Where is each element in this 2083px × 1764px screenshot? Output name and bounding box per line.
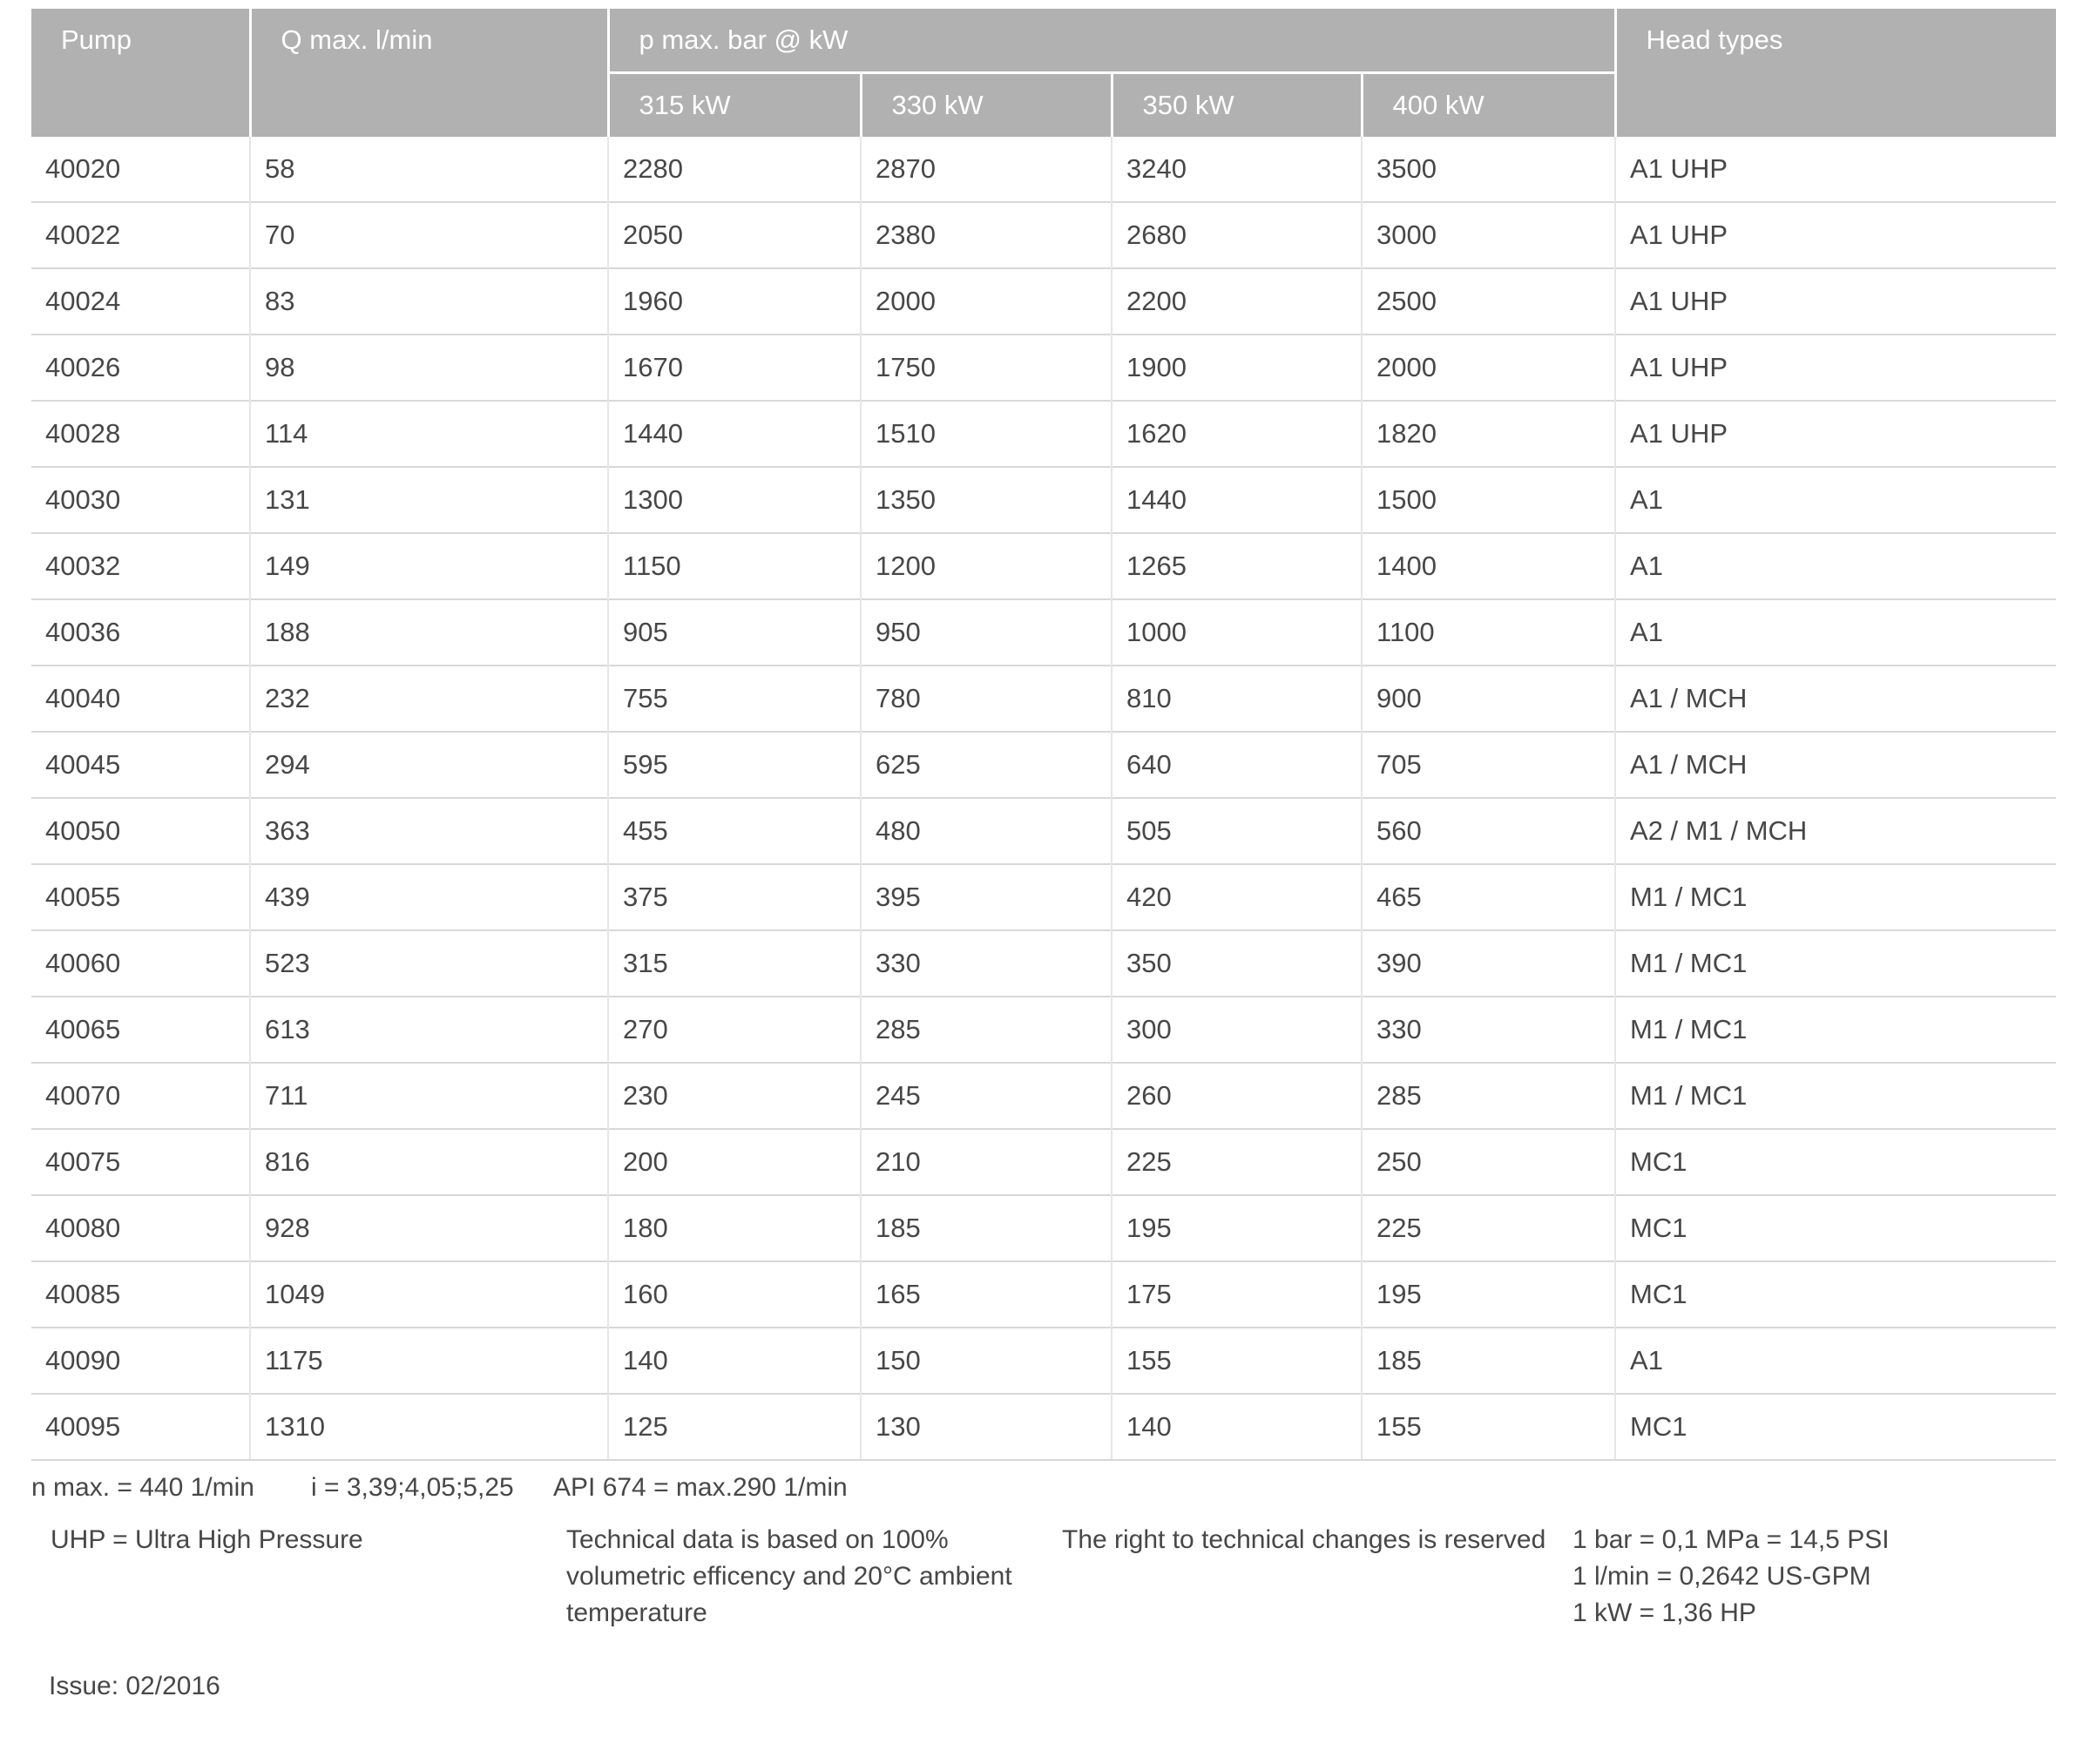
cell-head-types: A2 / M1 / MCH bbox=[1615, 798, 2056, 864]
cell-q-max: 131 bbox=[250, 467, 608, 533]
cell-head-types: MC1 bbox=[1615, 1129, 2056, 1195]
column-header-q-max: Q max. l/min bbox=[250, 9, 608, 137]
cell-330kw: 1510 bbox=[861, 401, 1112, 467]
cell-head-types: A1 UHP bbox=[1615, 335, 2056, 401]
cell-head-types: A1 UHP bbox=[1615, 202, 2056, 268]
cell-330kw: 130 bbox=[861, 1394, 1112, 1460]
cell-315kw: 1300 bbox=[608, 467, 861, 533]
footnote-rights: The right to technical changes is reserved bbox=[1062, 1525, 1546, 1554]
table-row bbox=[31, 930, 2056, 997]
cell-400kw: 1500 bbox=[1362, 467, 1615, 533]
cell-q-max: 294 bbox=[250, 732, 608, 798]
cell-315kw: 455 bbox=[608, 798, 861, 864]
cell-315kw: 595 bbox=[608, 732, 861, 798]
table-row bbox=[31, 599, 2056, 666]
cell-330kw: 950 bbox=[861, 599, 1112, 666]
cell-330kw: 330 bbox=[861, 930, 1112, 997]
cell-400kw: 705 bbox=[1362, 732, 1615, 798]
cell-q-max: 1049 bbox=[250, 1261, 608, 1328]
column-header-330kw: 330 kW bbox=[861, 73, 1112, 138]
cell-q-max: 232 bbox=[250, 666, 608, 732]
cell-q-max: 98 bbox=[250, 335, 608, 401]
cell-400kw: 2500 bbox=[1362, 268, 1615, 335]
cell-330kw: 1750 bbox=[861, 335, 1112, 401]
cell-315kw: 1440 bbox=[608, 401, 861, 467]
conversion-bar-psi: 1 bar = 0,1 MPa = 14,5 PSI bbox=[1572, 1525, 1890, 1554]
cell-400kw: 185 bbox=[1362, 1328, 1615, 1394]
cell-400kw: 250 bbox=[1362, 1129, 1615, 1195]
cell-pump: 40045 bbox=[31, 732, 250, 798]
cell-400kw: 3500 bbox=[1362, 137, 1615, 202]
table-row bbox=[31, 137, 2056, 202]
cell-350kw: 2200 bbox=[1112, 268, 1362, 335]
footnote-technical bbox=[566, 1522, 1012, 1632]
cell-pump: 40022 bbox=[31, 202, 250, 268]
cell-pump: 40050 bbox=[31, 798, 250, 864]
cell-head-types: MC1 bbox=[1615, 1261, 2056, 1328]
cell-330kw: 245 bbox=[861, 1063, 1112, 1129]
cell-pump: 40075 bbox=[31, 1129, 250, 1195]
cell-350kw: 640 bbox=[1112, 732, 1362, 798]
table-row bbox=[31, 1261, 2056, 1328]
cell-pump: 40026 bbox=[31, 335, 250, 401]
cell-315kw: 125 bbox=[608, 1394, 861, 1460]
cell-q-max: 1175 bbox=[250, 1328, 608, 1394]
table-row bbox=[31, 1195, 2056, 1261]
cell-q-max: 58 bbox=[250, 137, 608, 202]
cell-315kw: 1960 bbox=[608, 268, 861, 335]
cell-head-types: M1 / MC1 bbox=[1615, 864, 2056, 930]
cell-head-types: A1 bbox=[1615, 1328, 2056, 1394]
table-row bbox=[31, 467, 2056, 533]
conversion-lmin-gpm: 1 l/min = 0,2642 US-GPM bbox=[1572, 1562, 1871, 1591]
cell-350kw: 140 bbox=[1112, 1394, 1362, 1460]
cell-400kw: 3000 bbox=[1362, 202, 1615, 268]
cell-330kw: 1350 bbox=[861, 467, 1112, 533]
column-header-head-types: Head types bbox=[1615, 9, 2056, 137]
header-row-groups bbox=[31, 9, 2056, 73]
cell-330kw: 1200 bbox=[861, 533, 1112, 599]
cell-pump: 40040 bbox=[31, 666, 250, 732]
cell-350kw: 300 bbox=[1112, 997, 1362, 1063]
cell-q-max: 816 bbox=[250, 1129, 608, 1195]
table-row bbox=[31, 997, 2056, 1063]
cell-head-types: M1 / MC1 bbox=[1615, 930, 2056, 997]
cell-q-max: 711 bbox=[250, 1063, 608, 1129]
cell-315kw: 2050 bbox=[608, 202, 861, 268]
cell-pump: 40024 bbox=[31, 268, 250, 335]
cell-350kw: 1265 bbox=[1112, 533, 1362, 599]
cell-350kw: 175 bbox=[1112, 1261, 1362, 1328]
footnote-api-674: API 674 = max.290 1/min bbox=[553, 1473, 848, 1502]
cell-350kw: 260 bbox=[1112, 1063, 1362, 1129]
cell-q-max: 363 bbox=[250, 798, 608, 864]
cell-400kw: 155 bbox=[1362, 1394, 1615, 1460]
table-row bbox=[31, 798, 2056, 864]
table-row bbox=[31, 268, 2056, 335]
cell-350kw: 1900 bbox=[1112, 335, 1362, 401]
cell-315kw: 160 bbox=[608, 1261, 861, 1328]
cell-head-types: A1 UHP bbox=[1615, 401, 2056, 467]
column-header-p-max-group: p max. bar @ kW bbox=[608, 9, 1615, 73]
table-row bbox=[31, 1328, 2056, 1394]
cell-330kw: 395 bbox=[861, 864, 1112, 930]
cell-350kw: 1000 bbox=[1112, 599, 1362, 666]
cell-400kw: 285 bbox=[1362, 1063, 1615, 1129]
cell-pump: 40085 bbox=[31, 1261, 250, 1328]
conversion-kw-hp: 1 kW = 1,36 HP bbox=[1572, 1598, 1756, 1627]
cell-400kw: 560 bbox=[1362, 798, 1615, 864]
table-row bbox=[31, 401, 2056, 467]
cell-350kw: 350 bbox=[1112, 930, 1362, 997]
cell-350kw: 225 bbox=[1112, 1129, 1362, 1195]
column-header-400kw: 400 kW bbox=[1362, 73, 1615, 138]
cell-head-types: A1 bbox=[1615, 467, 2056, 533]
cell-q-max: 928 bbox=[250, 1195, 608, 1261]
cell-pump: 40055 bbox=[31, 864, 250, 930]
cell-330kw: 150 bbox=[861, 1328, 1112, 1394]
cell-pump: 40028 bbox=[31, 401, 250, 467]
footnote-n-max: n max. = 440 1/min bbox=[31, 1473, 254, 1502]
cell-q-max: 70 bbox=[250, 202, 608, 268]
cell-q-max: 83 bbox=[250, 268, 608, 335]
table-row bbox=[31, 533, 2056, 599]
cell-330kw: 165 bbox=[861, 1261, 1112, 1328]
cell-q-max: 1310 bbox=[250, 1394, 608, 1460]
cell-q-max: 613 bbox=[250, 997, 608, 1063]
cell-330kw: 780 bbox=[861, 666, 1112, 732]
column-header-pump: Pump bbox=[31, 9, 250, 137]
cell-350kw: 810 bbox=[1112, 666, 1362, 732]
cell-350kw: 420 bbox=[1112, 864, 1362, 930]
cell-330kw: 480 bbox=[861, 798, 1112, 864]
cell-350kw: 505 bbox=[1112, 798, 1362, 864]
cell-head-types: A1 / MCH bbox=[1615, 732, 2056, 798]
cell-400kw: 1400 bbox=[1362, 533, 1615, 599]
cell-400kw: 225 bbox=[1362, 1195, 1615, 1261]
cell-315kw: 755 bbox=[608, 666, 861, 732]
cell-pump: 40020 bbox=[31, 137, 250, 202]
cell-350kw: 1440 bbox=[1112, 467, 1362, 533]
cell-350kw: 195 bbox=[1112, 1195, 1362, 1261]
cell-pump: 40065 bbox=[31, 997, 250, 1063]
cell-315kw: 200 bbox=[608, 1129, 861, 1195]
table-row bbox=[31, 1129, 2056, 1195]
cell-400kw: 465 bbox=[1362, 864, 1615, 930]
cell-400kw: 2000 bbox=[1362, 335, 1615, 401]
cell-head-types: M1 / MC1 bbox=[1615, 997, 2056, 1063]
cell-330kw: 2000 bbox=[861, 268, 1112, 335]
cell-350kw: 155 bbox=[1112, 1328, 1362, 1394]
cell-head-types: A1 UHP bbox=[1615, 268, 2056, 335]
cell-q-max: 114 bbox=[250, 401, 608, 467]
cell-pump: 40036 bbox=[31, 599, 250, 666]
cell-315kw: 1670 bbox=[608, 335, 861, 401]
cell-pump: 40060 bbox=[31, 930, 250, 997]
cell-350kw: 1620 bbox=[1112, 401, 1362, 467]
cell-400kw: 390 bbox=[1362, 930, 1615, 997]
cell-315kw: 375 bbox=[608, 864, 861, 930]
cell-350kw: 2680 bbox=[1112, 202, 1362, 268]
footnote-i-ratio: i = 3,39;4,05;5,25 bbox=[311, 1473, 514, 1502]
cell-315kw: 230 bbox=[608, 1063, 861, 1129]
issue-label: Issue: 02/2016 bbox=[49, 1672, 220, 1700]
cell-head-types: A1 UHP bbox=[1630, 153, 1728, 184]
cell-q-max: 149 bbox=[250, 533, 608, 599]
cell-head-types: M1 / MC1 bbox=[1615, 1063, 2056, 1129]
cell-head-types: A1 / MCH bbox=[1615, 666, 2056, 732]
footnote-technical-line-3: temperature bbox=[566, 1598, 707, 1627]
cell-330kw: 625 bbox=[861, 732, 1112, 798]
footnote-conversions bbox=[1572, 1522, 1890, 1632]
cell-400kw: 900 bbox=[1362, 666, 1615, 732]
table-header bbox=[31, 9, 2056, 137]
column-header-315kw: 315 kW bbox=[608, 73, 861, 138]
table-body bbox=[31, 137, 2056, 1460]
cell-pump: 40090 bbox=[31, 1328, 250, 1394]
cell-head-types: A1 bbox=[1615, 599, 2056, 666]
table-row bbox=[31, 864, 2056, 930]
cell-pump: 40070 bbox=[31, 1063, 250, 1129]
cell-315kw: 2280 bbox=[608, 137, 861, 202]
table-row bbox=[31, 732, 2056, 798]
cell-pump: 40095 bbox=[31, 1394, 250, 1460]
table-row bbox=[31, 666, 2056, 732]
pump-spec-table bbox=[31, 9, 2056, 1461]
cell-head-types: A1 bbox=[1615, 533, 2056, 599]
cell-315kw: 905 bbox=[608, 599, 861, 666]
table-row bbox=[31, 335, 2056, 401]
cell-pump: 40030 bbox=[31, 467, 250, 533]
cell-330kw: 210 bbox=[861, 1129, 1112, 1195]
footnote-technical-line-1: Technical data is based on 100% bbox=[566, 1525, 949, 1554]
cell-q-max: 523 bbox=[250, 930, 608, 997]
cell-330kw: 2870 bbox=[861, 137, 1112, 202]
cell-315kw: 180 bbox=[608, 1195, 861, 1261]
cell-head-types: MC1 bbox=[1615, 1394, 2056, 1460]
cell-400kw: 1820 bbox=[1362, 401, 1615, 467]
cell-330kw: 185 bbox=[861, 1195, 1112, 1261]
cell-q-max: 188 bbox=[250, 599, 608, 666]
footnote-technical-line-2: volumetric efficency and 20°C ambient bbox=[566, 1562, 1012, 1591]
cell-head-types: MC1 bbox=[1615, 1195, 2056, 1261]
cell-pump: 40080 bbox=[31, 1195, 250, 1261]
column-header-350kw: 350 kW bbox=[1112, 73, 1362, 138]
footnote-uhp: UHP = Ultra High Pressure bbox=[51, 1525, 363, 1554]
cell-330kw: 285 bbox=[861, 997, 1112, 1063]
cell-315kw: 140 bbox=[608, 1328, 861, 1394]
cell-350kw: 3240 bbox=[1112, 137, 1362, 202]
cell-400kw: 1100 bbox=[1362, 599, 1615, 666]
table-row bbox=[31, 1063, 2056, 1129]
cell-400kw: 195 bbox=[1362, 1261, 1615, 1328]
cell-pump: 40032 bbox=[31, 533, 250, 599]
cell-315kw: 1150 bbox=[608, 533, 861, 599]
cell-q-max: 439 bbox=[250, 864, 608, 930]
table-row bbox=[31, 1394, 2056, 1460]
cell-315kw: 270 bbox=[608, 997, 861, 1063]
cell-400kw: 330 bbox=[1362, 997, 1615, 1063]
cell-315kw: 315 bbox=[608, 930, 861, 997]
cell-330kw: 2380 bbox=[861, 202, 1112, 268]
table-row bbox=[31, 202, 2056, 268]
